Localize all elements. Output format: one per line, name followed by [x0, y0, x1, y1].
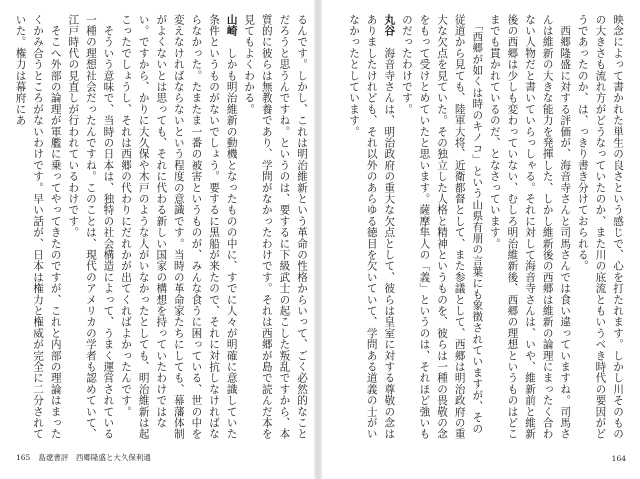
left-page	[0, 0, 314, 479]
left-paragraph-2	[116, 14, 239, 444]
running-title: 島遼書評 西郷隆盛と大久保利通	[38, 453, 151, 462]
speaker-label: 丸谷	[383, 14, 396, 37]
right-page-body	[340, 14, 626, 444]
right-page-footer	[612, 454, 626, 463]
paragraph-text: 「西郷が如くは時のキノコ」という山県有朋の言葉にも象徴されていますが、その従道から見ても、陸軍大将、近衛都督として、また参議として、西郷は明治政府の重大な欠点を見ていた。その独立した人格と精神というものを、彼らは一種の畏敬の念をもって受けとめていたと思います。薩摩隼人の「義」というのは、それほど強いものだったわけです。	[400, 14, 484, 440]
left-paragraph-4	[14, 14, 64, 444]
paragraph-text: しかも明治維新の動機となったものの中に、すでに人々が明確に意識していた条件というものがないでしょう。要するに黒船が来たので、それに対抗しなければならなかった。たまたま一番の被害というものが、みんな食うに困っている、世の中を変えなければならないという程度の意識です。当時の革命家たちにしても、幕藩体制がよくないとは思っても、それに代わる新しい国家の構想を持っていたわけではない。ですから、かりに大久保や木戸のような人がいなかったとしても、明治維新は起こったでしょうし、それは西郷の代わりにだれかが出てくればよかったんです。	[120, 14, 238, 440]
paragraph-text: 海音寺さんは、明治政府の重大な欠点として、彼らは皇室に対する尊敬の念はありましたけれども、それ以外のあらゆる徳目を欠いていて、学問ある道義の士がいなかったとしています。	[348, 14, 396, 440]
left-paragraph-1	[240, 14, 310, 444]
paragraph-text: るんです。しかし、これは明治維新という革命の性格からいって、ごく必然的なことだろうと思うんですね。というのは、要するに下級武士の起こした叛乱ですから、本質的に彼らは無教養であり、学問がなかったわけです。それは西郷が島で読んだ本を見てもよくわかる。	[243, 14, 308, 440]
page-number: 164	[611, 454, 626, 463]
left-paragraph-3	[64, 14, 117, 444]
left-page-footer	[16, 452, 151, 463]
right-paragraph-3	[397, 14, 485, 444]
paragraph-text: 西郷隆盛に対する評価が、海音寺さんと司馬さんでは食い違っていますね。司馬さんは維新の大きな能力を発揮した、しかし維新後の西郷は維新の論理にまったく合わない人物だと書いていらっしゃる。それに対して海音寺さんは、いや、維新前と維新後の西郷は少しも変わっていない、むしろ明治維新後、西郷の理想というものはどこまでも貫かれているのだ、となさっています。	[488, 14, 572, 440]
left-page-body	[14, 14, 310, 444]
right-page	[322, 0, 640, 479]
book-gutter	[314, 0, 322, 479]
speaker-label: 山崎	[225, 14, 238, 37]
page-number: 165	[16, 453, 31, 462]
right-paragraph-1	[573, 14, 626, 444]
right-paragraph-2	[485, 14, 573, 444]
right-paragraph-4	[345, 14, 398, 444]
paragraph-text: 映念によって書かれた単生の良さという感じで、心を打たれます。しかし川そのものの大きさも流れ方がどうなっていたのか、また川の底流ともいうべき時代の要因がどうであったのか、は、っきり書き分けておられる。	[576, 14, 624, 440]
paragraph-text: そういう意味で、当時の日本は、独特の社会構造によって、うまく運営されている一種の理想社会だったんですね。このことは、現代のアメリカの学者も認めていて、江戸時代の見直しが行われているわけです。	[67, 14, 115, 440]
paragraph-text: そこへ外部の論理が軍艦に乗ってやってきたのですが、これと内部の理論はまったくかみ合うところがないわけです。早い話が、日本は権力と権威が完全に二分されていた。権力は幕府にあ	[14, 14, 62, 440]
